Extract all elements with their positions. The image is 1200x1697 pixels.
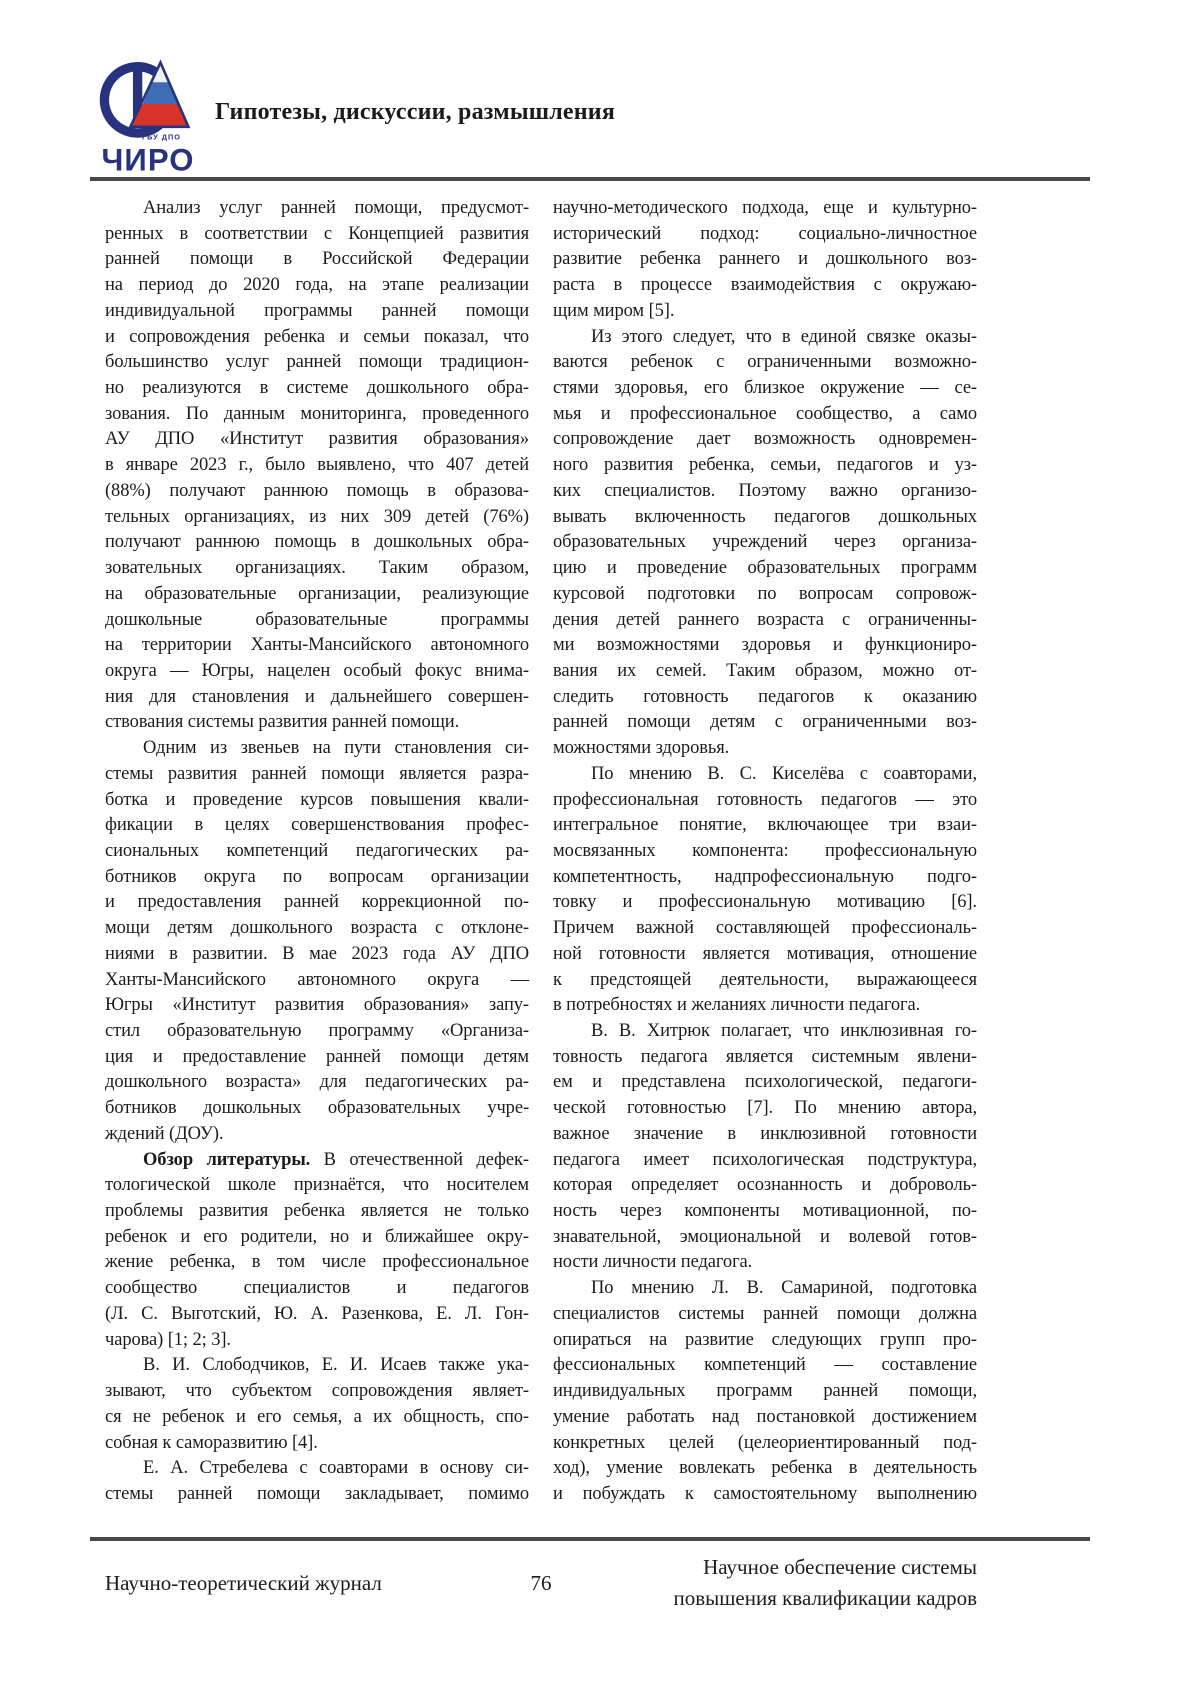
footer bbox=[105, 1552, 977, 1614]
text-line: курсовой подготовки по вопросам сопровож- bbox=[553, 583, 977, 604]
text-line: ем и представлена психологической, педагоги- bbox=[553, 1072, 977, 1093]
paragraph-lead-rest: В отечественной дефек- bbox=[323, 1149, 529, 1170]
text-line: ботников дошкольных образовательных учре- bbox=[105, 1098, 529, 1119]
text-line: сопровождение дает возможность одновремен- bbox=[553, 429, 977, 450]
text-line: ности личности педагога. bbox=[553, 1252, 753, 1273]
text-line: Е. А. Стребелева с соавторами в основу си- bbox=[143, 1458, 529, 1479]
left-column bbox=[105, 196, 529, 1508]
text-line: индивидуальной программы ранней помощи bbox=[105, 300, 529, 321]
paragraph bbox=[105, 736, 529, 1148]
text-line: важное значение в инклюзивной готовности bbox=[553, 1123, 977, 1144]
text-line: дошкольные образовательные программы bbox=[105, 609, 529, 630]
text-line: Причем важной составляющей профессиональ- bbox=[553, 918, 977, 939]
text-line: ся не ребенок и его семья, а их общность, спо- bbox=[105, 1406, 529, 1427]
text-line: зывают, что субъектом сопровождения являет- bbox=[105, 1381, 529, 1402]
footer-issue-title-line2: повышения квалификации кадров bbox=[673, 1586, 977, 1610]
text-line: щим миром [5]. bbox=[553, 300, 675, 321]
paragraph bbox=[553, 1019, 977, 1276]
chiro-logo bbox=[96, 48, 200, 193]
text-line: фессиональных компетенций — составление bbox=[553, 1355, 977, 1376]
text-line: и предоставления ранней коррекционной по- bbox=[105, 892, 529, 913]
text-line: ного развития ребенка, семьи, педагогов и уз- bbox=[553, 455, 977, 476]
paragraph bbox=[105, 1353, 529, 1456]
text-line: ность через компоненты мотивационной, по- bbox=[553, 1201, 977, 1222]
text-line: в потребностях и желаниях личности педагога. bbox=[553, 995, 921, 1016]
text-line: проблемы развития ребенка является не только bbox=[105, 1201, 529, 1222]
text-line: ниями в развитии. В мае 2023 года АУ ДПО bbox=[105, 943, 529, 964]
text-line: можностями здоровья. bbox=[553, 738, 730, 759]
text-line: ход), умение вовлекать ребенка в деятельность bbox=[553, 1458, 977, 1479]
text-line: стемы ранней помощи закладывает, помимо bbox=[105, 1483, 529, 1504]
text-line: По мнению В. С. Киселёва с соавторами, bbox=[591, 763, 977, 784]
text-line: ния для становления и дальнейшего совершен- bbox=[105, 686, 529, 707]
right-column bbox=[553, 196, 977, 1508]
text-line: зовательных организациях. Таким образом, bbox=[105, 558, 529, 579]
text-line: в январе 2023 г., было выявлено, что 407 детей bbox=[105, 455, 529, 476]
text-line: профессиональная готовность педагогов — это bbox=[553, 789, 977, 810]
paragraph-lead: Обзор литературы. bbox=[143, 1149, 311, 1170]
text-line: По мнению Л. В. Самариной, подготовка bbox=[591, 1278, 977, 1299]
text-line: ция и предоставление ранней помощи детям bbox=[105, 1046, 529, 1067]
text-line: тологической школе признаётся, что носителем bbox=[105, 1175, 529, 1196]
text-line: компетентность, надпрофессиональную подго- bbox=[553, 866, 977, 887]
text-line: конкретных целей (целеориентированный под- bbox=[553, 1432, 977, 1453]
text-line: стил образовательную программу «Организа- bbox=[105, 1021, 529, 1041]
text-line: В. И. Слободчиков, Е. И. Исаев также ука- bbox=[143, 1355, 529, 1376]
text-line: ребенок и его родители, но и ближайшее окру- bbox=[105, 1226, 529, 1247]
paragraph bbox=[553, 762, 977, 1019]
footer-issue-title bbox=[571, 1552, 977, 1614]
text-line: мья и профессиональное сообщество, а само bbox=[553, 403, 977, 424]
text-line: товность педагога является системным явлени- bbox=[553, 1046, 977, 1067]
logo-acronym: ЧИРО bbox=[101, 142, 195, 178]
footer-journal-name: Научно-теоретический журнал bbox=[105, 1570, 382, 1595]
text-line: но реализуются в системе дошкольного обра- bbox=[105, 378, 529, 399]
text-line: большинство услуг ранней помощи традицион- bbox=[105, 352, 529, 373]
text-line: опираться на развитие следующих групп про- bbox=[553, 1329, 977, 1350]
text-line: вывать включенность педагогов дошкольных bbox=[553, 506, 977, 527]
text-line: ваются ребенок с ограниченными возможно- bbox=[553, 352, 977, 373]
text-line: индивидуальных программ ранней помощи, bbox=[553, 1381, 977, 1402]
text-line: следить готовность педагогов к оказанию bbox=[553, 686, 977, 707]
footer-issue-title-line1: Научное обеспечение системы bbox=[703, 1555, 977, 1579]
text-line: АУ ДПО «Институт развития образования» bbox=[105, 429, 529, 450]
text-line: педагога имеет психологическая подструктура, bbox=[553, 1149, 977, 1170]
text-line: знавательной, эмоциональной и волевой готов- bbox=[553, 1226, 977, 1247]
text-line: чарова) [1; 2; 3]. bbox=[105, 1329, 231, 1350]
text-line: развитие ребенка раннего и дошкольного воз- bbox=[553, 249, 977, 270]
text-line: которая определяет осознанность и доброволь- bbox=[553, 1175, 977, 1196]
text-line: Одним из звеньев на пути становления си- bbox=[143, 738, 529, 759]
header-rule bbox=[90, 177, 1090, 181]
logo-sub-label: ГБУ ДПО bbox=[142, 132, 181, 142]
text-line: образовательных учреждений через организа- bbox=[553, 532, 977, 553]
text-line: Анализ услуг ранней помощи, предусмот- bbox=[143, 198, 529, 218]
text-line: умение работать над постановкой достижением bbox=[553, 1406, 977, 1427]
section-title: Гипотезы, дискуссии, размышления bbox=[215, 99, 616, 125]
text-line: В. В. Хитрюк полагает, что инклюзивная го- bbox=[591, 1021, 977, 1041]
text-line: фикации в целях совершенствования профес- bbox=[105, 815, 529, 836]
text-line: ботников округа по вопросам организации bbox=[105, 866, 529, 887]
text-line: ждений (ДОУ). bbox=[105, 1123, 224, 1144]
paragraph bbox=[105, 1148, 529, 1354]
text-line: стемы развития ранней помощи является разра- bbox=[105, 763, 529, 784]
text-line: (Л. С. Выготский, Ю. А. Разенкова, Е. Л. Гон- bbox=[105, 1303, 529, 1324]
text-line: товку и профессиональную мотивацию [6]. bbox=[553, 892, 977, 913]
text-line: ранней помощи в Российской Федерации bbox=[105, 249, 529, 270]
text-line: Из этого следует, что в единой связке оказы- bbox=[591, 326, 977, 347]
text-line: собная к саморазвитию [4]. bbox=[105, 1432, 318, 1453]
text-line: ких специалистов. Поэтому важно организо- bbox=[553, 480, 977, 501]
text-line: мощи детям дошкольного возраста с отклоне- bbox=[105, 918, 529, 939]
footer-rule bbox=[90, 1537, 1090, 1541]
text-line: тельных организациях, из них 309 детей (76%) bbox=[105, 506, 529, 527]
text-line: (88%) получают раннюю помощь в образова- bbox=[105, 480, 529, 501]
text-line: ной готовности является мотивация, отношение bbox=[553, 943, 977, 964]
text-line: мосвязанных компонента: профессиональную bbox=[553, 840, 977, 861]
text-line: на период до 2020 года, на этапе реализации bbox=[105, 275, 529, 296]
text-line: и сопровождения ребенка и семьи показал, что bbox=[105, 326, 529, 347]
text-line: к предстоящей деятельности, выражающееся bbox=[553, 969, 977, 990]
paragraph bbox=[105, 1456, 529, 1507]
text-line: округа — Югры, нацелен особый фокус внима- bbox=[105, 660, 529, 681]
text-line: научно-методического подхода, еще и культурно- bbox=[553, 198, 977, 218]
text-line: и побуждать к самостоятельному выполнению bbox=[553, 1483, 977, 1504]
text-line: Югры «Институт развития образования» запу- bbox=[105, 995, 529, 1016]
text-line: цию и проведение образовательных программ bbox=[553, 558, 977, 579]
text-line: раста в процессе взаимодействия с окружаю- bbox=[553, 275, 977, 296]
text-line: исторический подход: социально-личностное bbox=[553, 223, 977, 244]
text-line: ческой готовностью [7]. По мнению автора, bbox=[553, 1098, 977, 1119]
text-line bbox=[105, 1148, 529, 1174]
paragraph bbox=[553, 325, 977, 762]
text-line: интегральное понятие, включающее три взаи- bbox=[553, 815, 977, 836]
text-line: ренных в соответствии с Концепцией развития bbox=[105, 223, 529, 244]
text-line: дошкольного возраста» для педагогических ра- bbox=[105, 1072, 529, 1093]
text-line: дения детей раннего возраста с ограниченны- bbox=[553, 609, 977, 630]
text-line: ми возможностями здоровья и функциониро- bbox=[553, 635, 977, 656]
text-line: стями здоровья, его близкое окружение — се- bbox=[553, 378, 977, 399]
text-line: на образовательные организации, реализующие bbox=[105, 583, 529, 604]
paragraph bbox=[553, 196, 977, 325]
footer-page-number: 76 bbox=[530, 1570, 552, 1595]
text-line: ранней помощи детям с ограниченными воз- bbox=[553, 712, 977, 733]
text-line: вания их семей. Таким образом, можно от- bbox=[553, 660, 977, 681]
text-line: жение ребенка, в том числе профессиональное bbox=[105, 1252, 529, 1273]
text-line: получают раннюю помощь в дошкольных обра- bbox=[105, 532, 529, 553]
text-line: Ханты-Мансийского автономного округа — bbox=[105, 969, 529, 990]
article-body bbox=[105, 196, 977, 1508]
text-line: сообщество специалистов и педагогов bbox=[105, 1278, 529, 1299]
paragraph bbox=[105, 196, 529, 736]
chiro-logo-icon bbox=[96, 48, 200, 188]
paragraph bbox=[553, 1276, 977, 1507]
text-line: ботка и проведение курсов повышения квали- bbox=[105, 789, 529, 810]
text-line: на территории Ханты-Мансийского автономного bbox=[105, 635, 529, 656]
text-line: сиональных компетенций педагогических ра- bbox=[105, 840, 529, 861]
text-line: зования. По данным мониторинга, проведенного bbox=[105, 403, 529, 424]
text-line: специалистов системы ранней помощи должна bbox=[553, 1303, 977, 1324]
text-line: ствования системы развития ранней помощи. bbox=[105, 712, 460, 733]
